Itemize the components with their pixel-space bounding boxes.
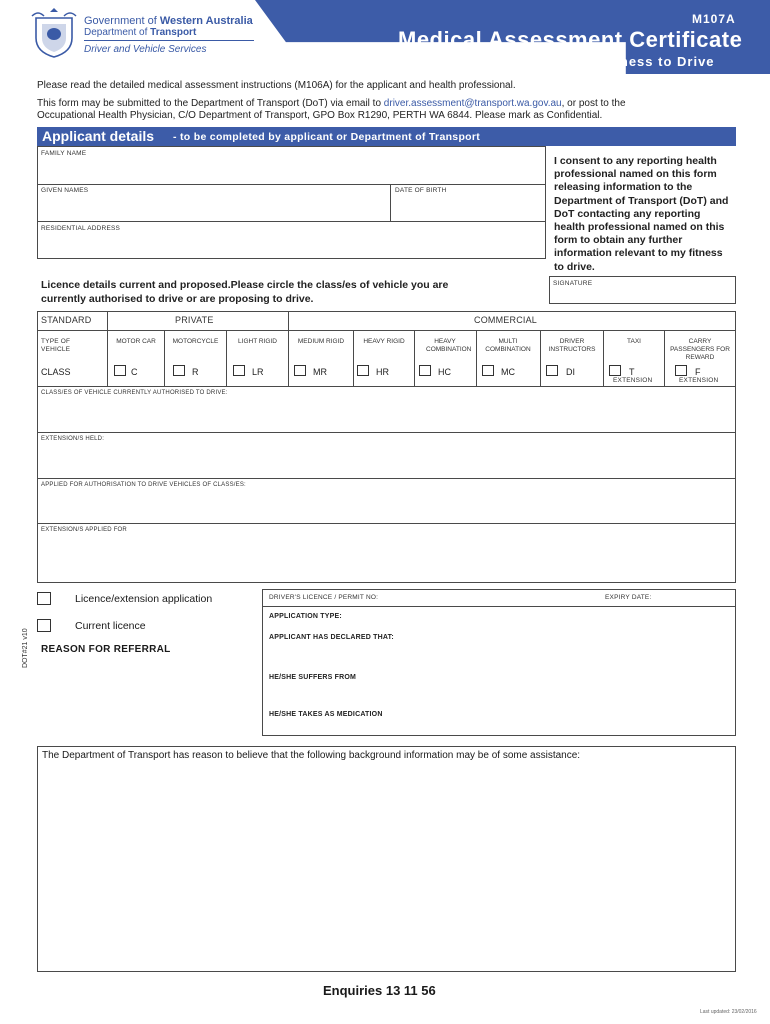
residential-address-field[interactable]: RESIDENTIAL ADDRESS xyxy=(41,225,121,232)
given-names-field[interactable]: GIVEN NAMES xyxy=(41,187,89,194)
type-of-vehicle-label: TYPE OF VEHICLE xyxy=(41,338,71,353)
carry-extension-label: EXTENSION xyxy=(679,377,719,384)
class-c-checkbox[interactable] xyxy=(114,365,126,376)
taxi-extension-label: EXTENSION xyxy=(613,377,653,384)
applicant-details-title: Applicant details xyxy=(42,128,155,144)
class-f-checkbox[interactable] xyxy=(675,365,687,376)
intro-line-2: This form may be submitted to the Department of Transport (DoT) via email to driver.assessment@transport.wa.gov.au, or post to the xyxy=(37,98,626,109)
divider xyxy=(37,432,736,433)
consent-statement: I consent to any reporting health professional named on this form releasing information to the Department of Transport (DoT) and DoT contacting any reporting health professional named on this form to obtain any further information relevant to my fitness to drive. xyxy=(554,155,729,273)
class-mc-checkbox[interactable] xyxy=(482,365,494,376)
divider xyxy=(37,221,546,222)
form-title: Medical Assessment Certificate xyxy=(398,27,743,52)
document-code: DOT#21 v10 xyxy=(22,628,29,668)
reason-for-referral-title: REASON FOR REFERRAL xyxy=(41,644,171,655)
header-divider xyxy=(84,40,254,41)
type-motor-car: MOTOR CAR xyxy=(116,338,156,345)
signature-label: SIGNATURE xyxy=(553,280,593,287)
class-di-label: DI xyxy=(566,367,575,377)
type-light-rigid: LIGHT RIGID xyxy=(238,338,277,345)
divider xyxy=(288,311,289,386)
suffers-from-field[interactable]: HE/SHE SUFFERS FROM xyxy=(269,674,357,681)
licence-number-field[interactable]: DRIVER'S LICENCE / PERMIT NO: xyxy=(269,594,379,601)
private-header: PRIVATE xyxy=(175,315,214,325)
applicant-details-subtitle: - to be completed by applicant or Department of Transport xyxy=(173,131,481,143)
class-r-checkbox[interactable] xyxy=(173,365,185,376)
class-t-label: T xyxy=(629,367,635,377)
class-hr-label: HR xyxy=(376,367,389,377)
commercial-header: COMMERCIAL xyxy=(474,315,538,325)
licence-application-checkbox[interactable] xyxy=(37,592,51,605)
declared-field[interactable]: APPLICANT HAS DECLARED THAT: xyxy=(269,634,394,641)
applicant-details-banner xyxy=(37,127,736,146)
class-c-label: C xyxy=(131,367,138,377)
form-code: M107A xyxy=(692,12,736,26)
enquiries-line: Enquiries 13 11 56 xyxy=(323,983,436,998)
type-driver-instructors: DRIVER INSTRUCTORS xyxy=(548,338,596,353)
vehicle-class-table xyxy=(37,311,736,583)
medication-field[interactable]: HE/SHE TAKES AS MEDICATION xyxy=(269,711,383,718)
class-label: CLASS xyxy=(41,367,71,377)
date-of-birth-field[interactable]: DATE OF BIRTH xyxy=(395,187,447,194)
background-info-box[interactable] xyxy=(37,746,736,972)
class-r-label: R xyxy=(192,367,199,377)
class-lr-checkbox[interactable] xyxy=(233,365,245,376)
applicant-fields-box xyxy=(37,146,546,259)
government-line: Government of Western Australia xyxy=(84,15,253,27)
divider xyxy=(37,386,736,387)
divider xyxy=(37,184,546,185)
divider xyxy=(107,311,108,386)
class-hc-checkbox[interactable] xyxy=(419,365,431,376)
authorised-classes-field[interactable]: CLASS/ES OF VEHICLE CURRENTLY AUTHORISED TO DRIVE: xyxy=(41,390,228,396)
extensions-applied-field[interactable]: EXTENSION/S APPLIED FOR xyxy=(41,527,127,533)
type-heavy-combination: HEAVY COMBINATION xyxy=(426,338,472,353)
background-info-label: The Department of Transport has reason to believe that the following background information may be of some assistance: xyxy=(42,750,581,761)
divider xyxy=(390,184,391,221)
email-link[interactable]: driver.assessment@transport.wa.gov.au xyxy=(383,98,562,109)
type-heavy-rigid: HEAVY RIGID xyxy=(363,338,405,345)
licence-details-instruction: Licence details current and proposed.Please circle the class/es of vehicle you are currently authorised to drive or are proposing to drive. xyxy=(41,279,449,305)
division-name: Driver and Vehicle Services xyxy=(84,44,207,55)
type-medium-rigid: MEDIUM RIGID xyxy=(297,338,345,345)
class-t-checkbox[interactable] xyxy=(609,365,621,376)
application-type-field[interactable]: APPLICATION TYPE: xyxy=(269,613,342,620)
divider xyxy=(37,523,736,524)
divider xyxy=(37,330,736,331)
divider xyxy=(540,330,541,386)
wa-crest-logo xyxy=(30,8,78,58)
intro-line-1: Please read the detailed medical assessment instructions (M106A) for the applicant and health professional. xyxy=(37,80,516,91)
divider xyxy=(37,478,736,479)
family-name-field[interactable]: FAMILY NAME xyxy=(41,150,87,157)
licence-application-label: Licence/extension application xyxy=(75,593,213,605)
class-mc-label: MC xyxy=(501,367,515,377)
class-f-label: F xyxy=(695,367,701,377)
class-hc-label: HC xyxy=(438,367,451,377)
divider xyxy=(476,330,477,386)
class-mr-checkbox[interactable] xyxy=(294,365,306,376)
type-taxi: TAXI xyxy=(627,338,641,345)
standard-header: STANDARD xyxy=(41,315,92,325)
divider xyxy=(262,606,736,607)
applied-classes-field[interactable]: APPLIED FOR AUTHORISATION TO DRIVE VEHICLES OF CLASS/ES: xyxy=(41,482,246,488)
divider xyxy=(414,330,415,386)
class-di-checkbox[interactable] xyxy=(546,365,558,376)
class-lr-label: LR xyxy=(252,367,264,377)
type-multi-combination: MULTI COMBINATION xyxy=(485,338,531,353)
divider xyxy=(664,330,665,386)
form-subtitle: Fitness to Drive xyxy=(601,54,715,69)
intro-line-3: Occupational Health Physician, C/O Department of Transport, GPO Box R1290, PERTH WA 6844. Please mark as Confidential. xyxy=(37,110,603,121)
class-hr-checkbox[interactable] xyxy=(357,365,369,376)
current-licence-label: Current licence xyxy=(75,620,146,632)
department-line: Department of Transport xyxy=(84,27,197,38)
expiry-date-field[interactable]: EXPIRY DATE: xyxy=(605,594,652,601)
last-updated: Last updated: 23/02/2016 xyxy=(700,1009,757,1015)
class-mr-label: MR xyxy=(313,367,327,377)
current-licence-checkbox[interactable] xyxy=(37,619,51,632)
type-motorcycle: MOTORCYCLE xyxy=(172,338,219,345)
type-carry-passengers: CARRY PASSENGERS FOR REWARD xyxy=(670,338,730,361)
extensions-held-field[interactable]: EXTENSION/S HELD: xyxy=(41,436,105,442)
